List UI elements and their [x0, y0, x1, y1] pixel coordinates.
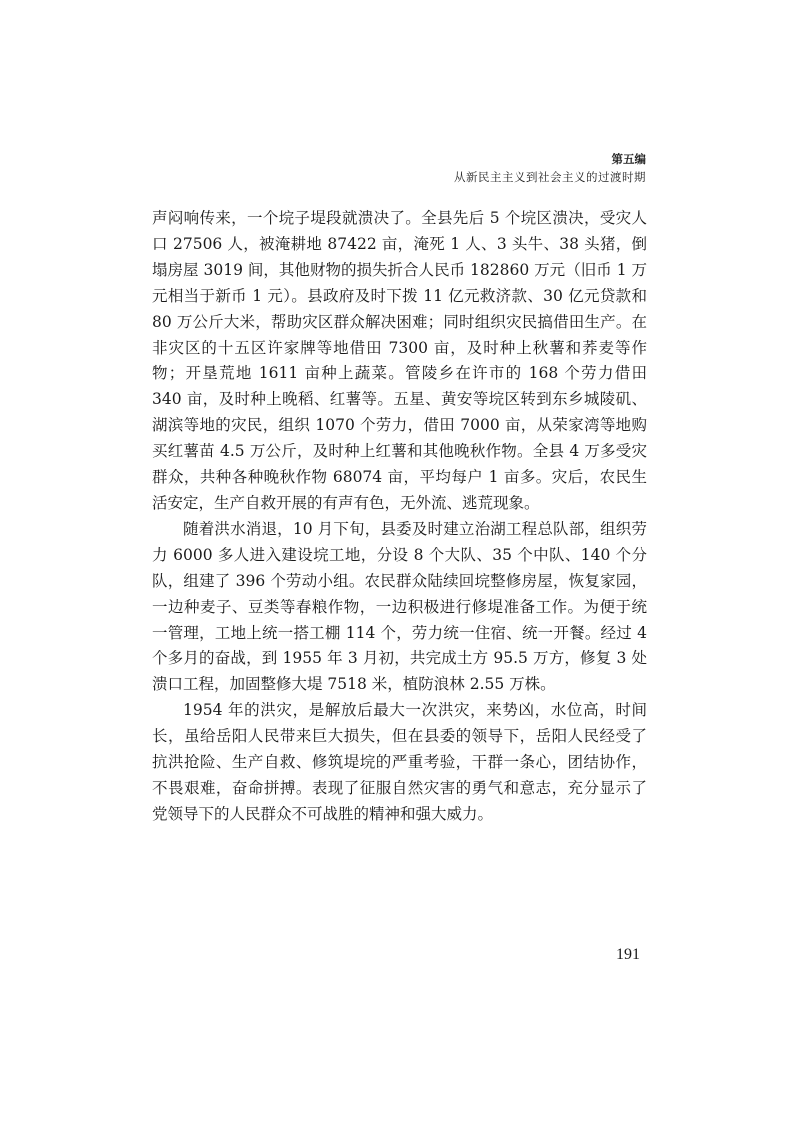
- running-header: [454, 150, 646, 186]
- paragraph-continued: 声闷响传来，一个垸子堤段就溃决了。全县先后 5 个垸区溃决，受灾人口 27506 人，被淹耕地 87422 亩，淹死 1 人、3 头牛、38 头猪，倒塌房屋 3019 间，其他财物的损失折合人民币 182860 万元（旧币 1 万元相当于新币 1 元）。县政府及时下拨 11 亿元救济款、30 亿元贷款和 80 万公斤大米，帮助灾区群众解决困难；同时组织灾民搞借田生产。在非灾区的十五区许家牌等地借田 7300 亩，及时种上秋薯和荞麦等作物；开垦荒地 1611 亩种上蔬菜。管陵乡在许市的 168 个劳力借田 340 亩，及时种上晚稻、红薯等。五星、黄安等垸区转到东乡城陵矶、湖滨等地的灾民，组织 1070 个劳力，借田 7000 亩，从荣家湾等地购买红薯苗 4.5 万公斤，及时种上红薯和其他晚秋作物。全县 4 万多受灾群众，共种各种晚秋作物 68074 亩，平均每户 1 亩多。灾后，农民生活安定，生产自救开展的有声有色，无外流、逃荒现象。: [152, 209, 647, 512]
- part-title: 从新民主主义到社会主义的过渡时期: [454, 170, 646, 184]
- body-text: [152, 206, 647, 828]
- paragraph-reconstruction: 随着洪水消退，10 月下旬，县委及时建立治湖工程总队部，组织劳力 6000 多人进入建设垸工地，分设 8 个大队、35 个中队、140 个分队，组建了 396 个劳动小组。农民群众陆续回垸整修房屋，恢复家园，一边种麦子、豆类等春粮作物，一边积极进行修堤准备工作。为便于统一管理，工地上统一搭工棚 114 个，劳力统一住宿、统一开餐。经过 4 个多月的奋战，到 1955 年 3 月初，共完成土方 95.5 万方，修复 3 处溃口工程，加固整修大堤 7518 米，植防浪林 2.55 万株。: [152, 519, 647, 694]
- paragraph-summary: 1954 年的洪灾，是解放后最大一次洪灾，来势凶，水位高，时间长，虽给岳阳人民带来巨大损失，但在县委的领导下，岳阳人民经受了抗洪抢险、生产自救、修筑堤垸的严重考验，干群一条心，团结协作，不畏艰难，奋命拼搏。表现了征服自然灾害的勇气和意志，充分显示了党领导下的人民群众不可战胜的精神和强大威力。: [152, 701, 647, 823]
- part-label: 第五编: [611, 152, 646, 166]
- page-number: 191: [616, 946, 640, 963]
